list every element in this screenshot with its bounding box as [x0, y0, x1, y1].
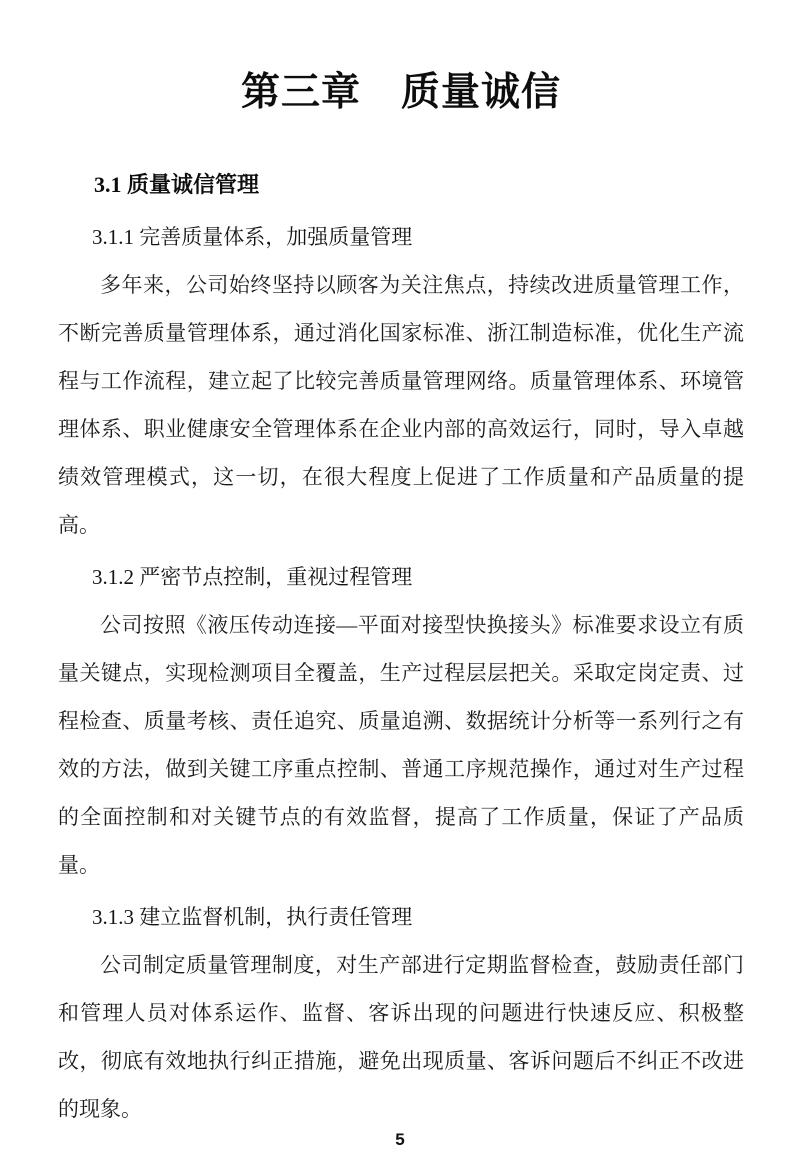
- section-heading-3-1: 3.1 质量诚信管理: [94, 171, 260, 197]
- subsection-heading-3-1-1: 3.1.1 完善质量体系，加强质量管理: [92, 224, 413, 249]
- chapter-title: 第三章 质量诚信: [240, 71, 561, 114]
- paragraph-3-1-1: 多年来，公司始终坚持以顾客为关注焦点，持续改进质量管理工作，不断完善质量管理体系，通过消化国家标准、浙江制造标准，优化生产流程与工作流程，建立起了比较完善质量管理网络。质量管理体系、环境管理体系、职业健康安全管理体系在企业内部的高效运行，同时，导入卓越绩效管理模式，这一切，在很大程度上促进了工作质量和产品质量的提高。: [58, 272, 744, 537]
- paragraph-3-1-3: 公司制定质量管理制度，对生产部进行定期监督检查，鼓励责任部门和管理人员对体系运作、监督、客诉出现的问题进行快速反应、积极整改，彻底有效地执行纠正措施，避免出现质量、客诉问题后不纠正不改进的现象。: [58, 952, 744, 1121]
- paragraph-3-1-2: 公司按照《液压传动连接—平面对接型快换接头》标准要求设立有质量关键点，实现检测项目全覆盖，生产过程层层把关。采取定岗定责、过程检查、质量考核、责任追究、质量追溯、数据统计分析等一系列行之有效的方法，做到关键工序重点控制、普通工序规范操作，通过对生产过程的全面控制和对关键节点的有效监督，提高了工作质量，保证了产品质量。: [58, 612, 744, 877]
- subsection-heading-3-1-2: 3.1.2 严密节点控制，重视过程管理: [92, 564, 413, 589]
- subsection-heading-3-1-3: 3.1.3 建立监督机制，执行责任管理: [92, 904, 413, 929]
- page-number: 5: [395, 1130, 405, 1149]
